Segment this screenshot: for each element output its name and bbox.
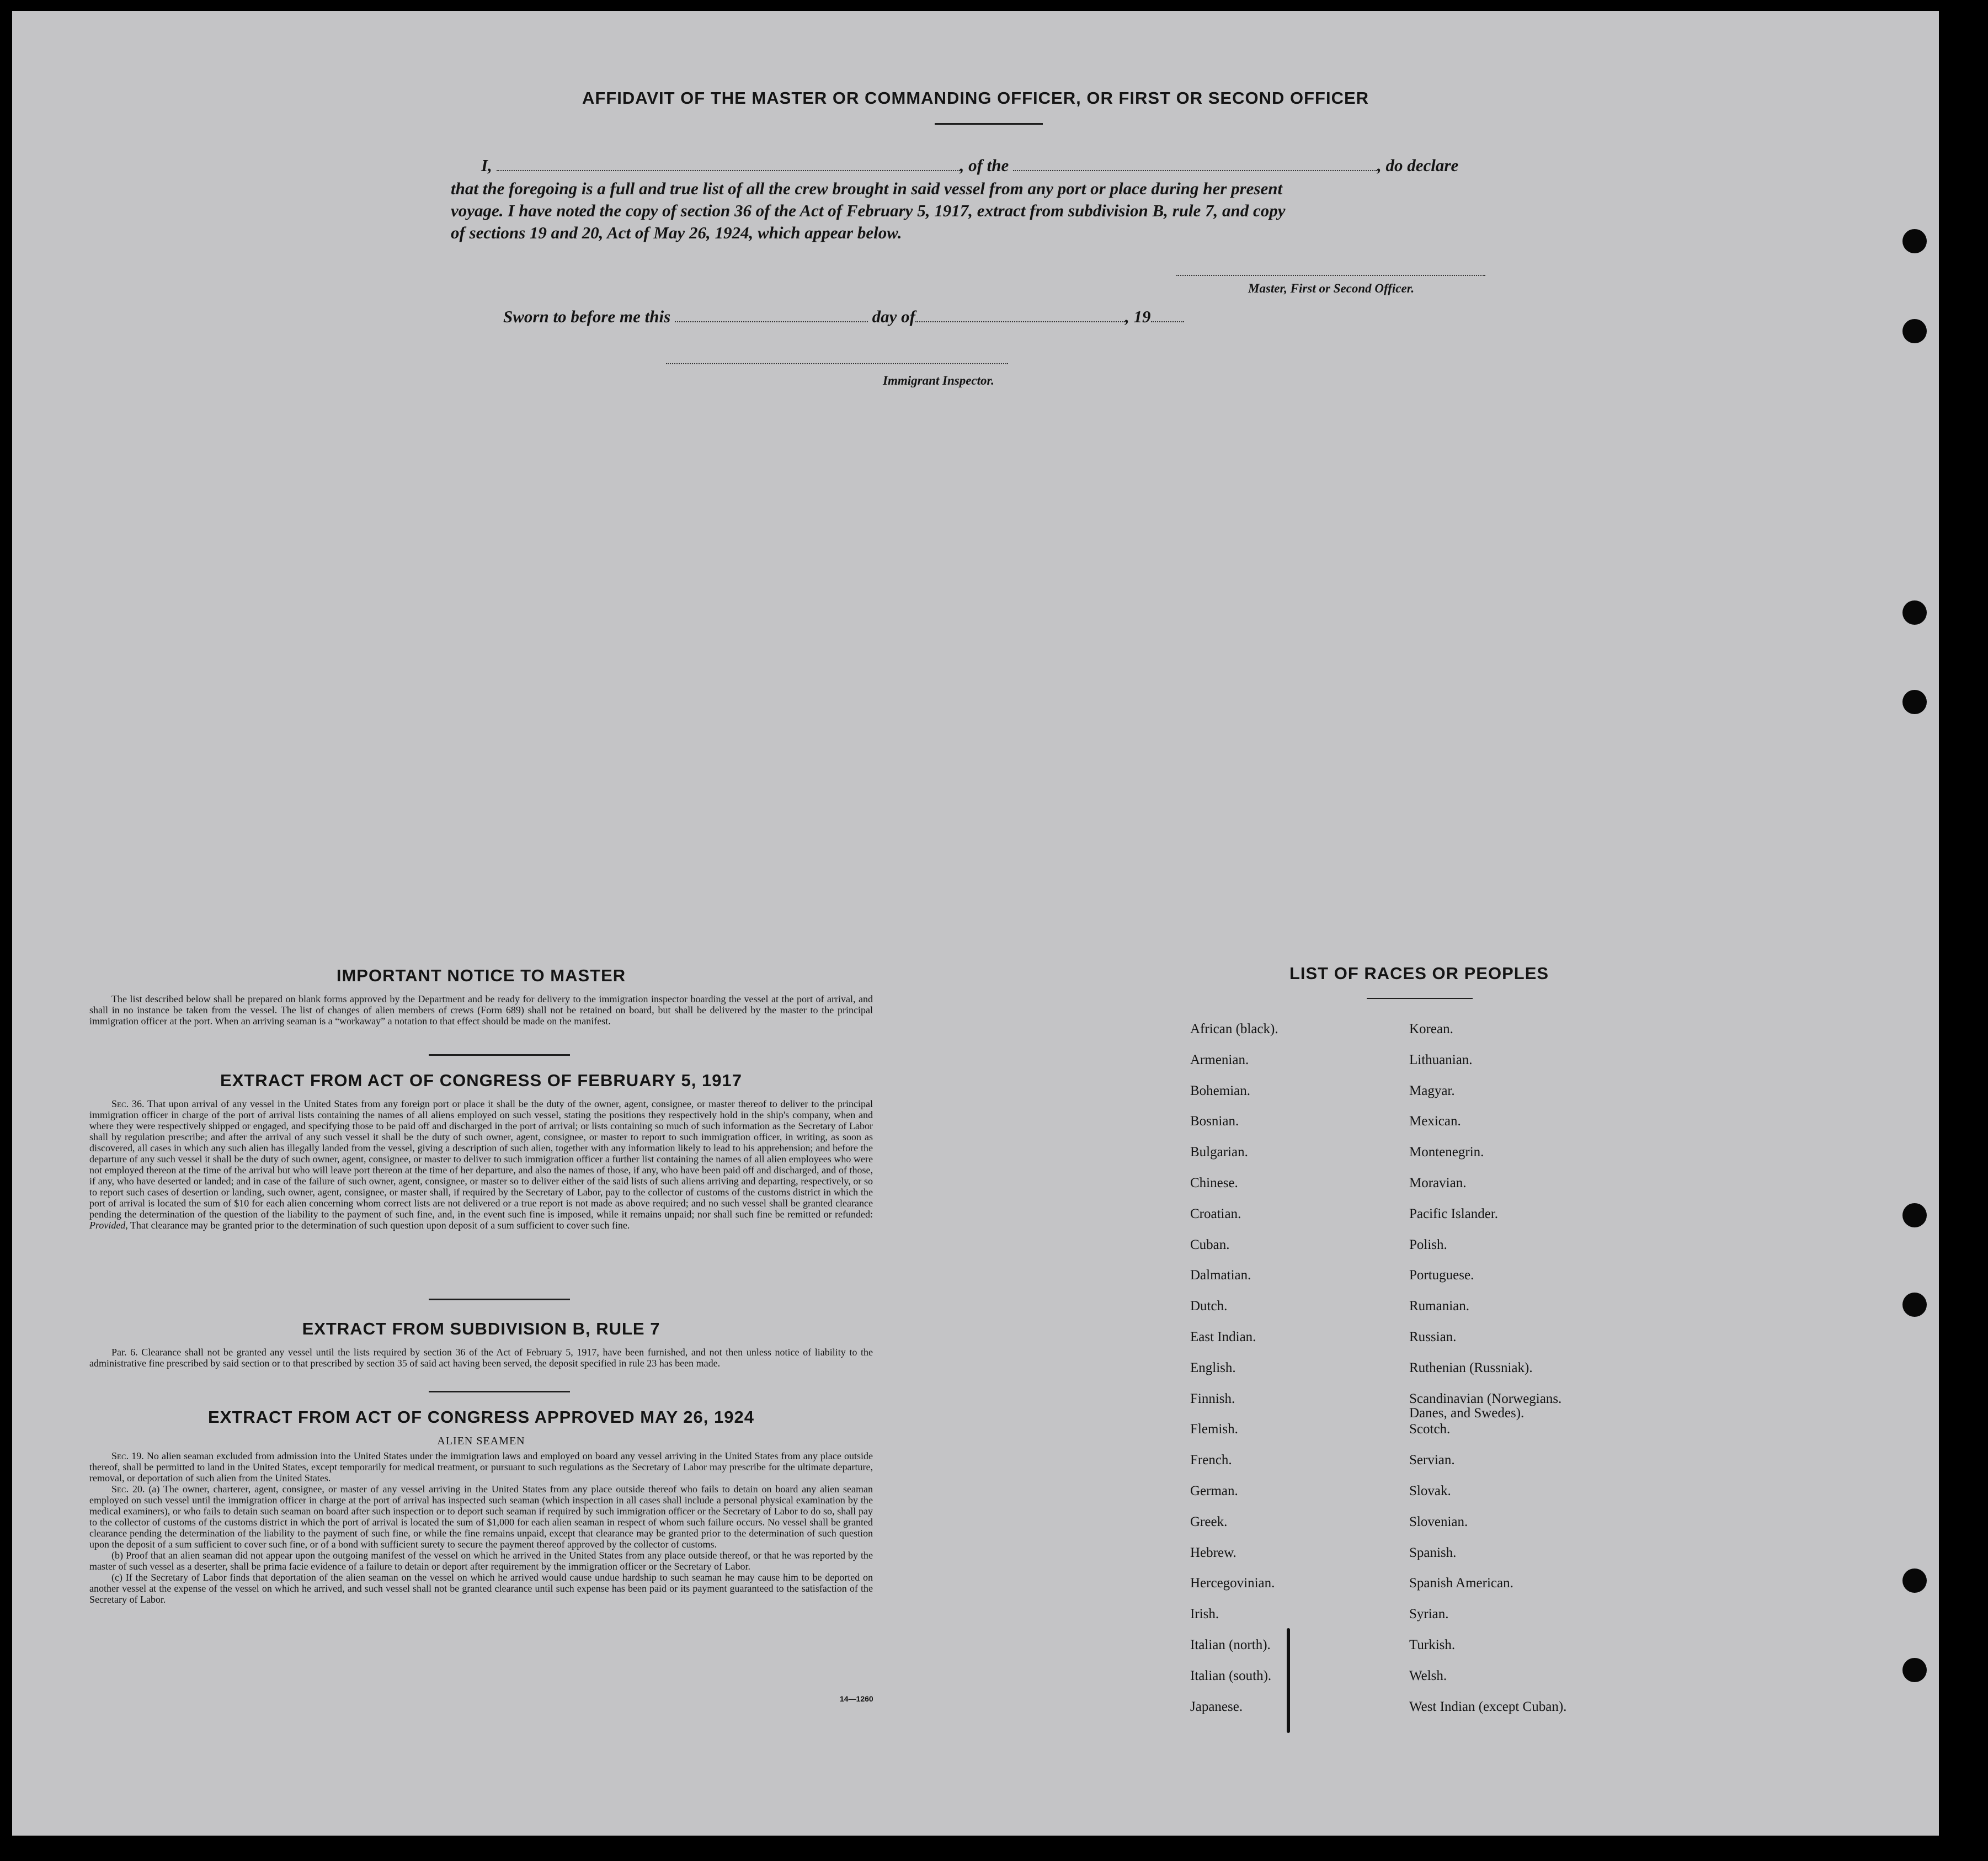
binding-hole bbox=[1902, 229, 1927, 253]
affidavit-line-3: voyage. I have noted the copy of section 36 of the Act of February 5, 1917, extract from subdivision B, rule 7, and copy bbox=[451, 201, 1286, 220]
race-item: Polish. bbox=[1409, 1237, 1447, 1252]
sworn-day-field[interactable] bbox=[675, 308, 868, 322]
inspector-label: Immigrant Inspector. bbox=[883, 374, 994, 387]
race-item: Dalmatian. bbox=[1190, 1268, 1251, 1283]
master-signature-line[interactable] bbox=[1176, 275, 1485, 276]
year-label: , 19 bbox=[1125, 307, 1151, 326]
race-item: Slovenian. bbox=[1409, 1514, 1468, 1529]
race-item: Flemish. bbox=[1190, 1422, 1238, 1437]
race-item: Mexican. bbox=[1409, 1114, 1461, 1129]
affidavit-line-4: of sections 19 and 20, Act of May 26, 1924, which appear below. bbox=[451, 223, 902, 242]
race-item: Turkish. bbox=[1409, 1637, 1456, 1652]
vessel-label: , of the bbox=[960, 156, 1009, 175]
race-item: East Indian. bbox=[1190, 1330, 1256, 1344]
sec-19-text: No alien seaman excluded from admission into the United States under the immigration laws and employed on board any vessel arriving in the United States from any place outside thereof, shall be permitted to land in the United States, except temporarily for medical treatment, or pursuant to such regulations as the Secretary of Labor may prescribe for the ultimate departure, removal, or deportation of such alien from the United States. bbox=[89, 1450, 873, 1484]
sec-36-text: That upon arrival of any vessel in the United States from any foreign port or place it shall be the duty of the owner, agent, consignee, or master thereof to deliver to the principal immigration officer in charge of the port of arrival lists containing the names of all aliens employed on such vessel, stating the positions they respectively hold in the ship's company, when and where they were respectively shipped or engaged, and specifying those to be paid off and discharged in the port of arrival; or lists containing so much of such information as the Secretary of Labor shall by regulation prescribe; and after the arrival of any such vessel it shall be the duty of such owner, agent, consignee, or master to report to such immigration officer, in writing, as soon as discovered, all cases in which any such alien has illegally landed from the vessel, giving a description of such alien, together with any information likely to lead to his apprehension; and before the departure of any such vessel it shall be the duty of such owner, agent, consignee, or master to deliver to such immigration officer a further list containing the names of all alien employees who were not employed thereon at the time of the arrival but who will leave port thereon at the time of her departure, and also the names of those, if any, who have been paid off and discharged, and of those, if any, who have deserted or landed; and in case of the failure of such owner, agent, consignee, or master so to deliver either of the said lists of such aliens arriving and departing, respectively, or so to report such cases of desertion or landing, such owner, agent, consignee, or master shall, if required by the Secretary of Labor, pay to the collector of customs of the customs district in which the port of arrival is located the sum of $10 for each alien concerning whom correct lists are not delivered or a true report is not made as above required; and no such vessel shall be granted clearance pending the determination of the question of the liability to the payment of such fine, and, in the event such fine is imposed, while it remains unpaid; nor shall such fine be remitted or refunded: bbox=[89, 1098, 873, 1220]
race-item: African (black). bbox=[1190, 1022, 1278, 1036]
race-item: Japanese. bbox=[1190, 1699, 1243, 1714]
race-item: Servian. bbox=[1409, 1453, 1455, 1468]
sec-36-label: Sec. 36. bbox=[111, 1098, 145, 1109]
binding-hole bbox=[1902, 600, 1927, 625]
race-item: West Indian (except Cuban). bbox=[1409, 1699, 1567, 1714]
races-title-rule bbox=[1367, 998, 1473, 999]
race-item: Scotch. bbox=[1409, 1422, 1451, 1437]
sworn-line bbox=[503, 307, 1184, 327]
race-item: Syrian. bbox=[1409, 1607, 1449, 1622]
notice-title: IMPORTANT NOTICE TO MASTER bbox=[336, 966, 626, 985]
affidavit-line-1 bbox=[481, 156, 1458, 176]
race-item: Bosnian. bbox=[1190, 1114, 1239, 1129]
race-item: Hebrew. bbox=[1190, 1545, 1236, 1560]
race-item: Rumanian. bbox=[1409, 1299, 1470, 1314]
rule-7-text: Par. 6. Clearance shall not be granted any vessel until the lists required by section 36 of the Act of February 5, 1917, have been furnished, and not then unless notice of liability to the administrative fine prescribed by said section or to that prescribed by section 35 of said act having been served, the deposit specified in rule 23 has been made. bbox=[89, 1347, 873, 1369]
extract-1917-text bbox=[89, 1098, 873, 1231]
race-item: English. bbox=[1190, 1360, 1236, 1375]
notice-rule bbox=[429, 1054, 570, 1056]
declarant-name-field[interactable] bbox=[497, 157, 960, 171]
binding-hole bbox=[1902, 1203, 1927, 1227]
race-item: Spanish. bbox=[1409, 1545, 1457, 1560]
race-item: Bulgarian. bbox=[1190, 1145, 1248, 1160]
sworn-month-field[interactable] bbox=[915, 308, 1125, 322]
race-item: Spanish American. bbox=[1409, 1576, 1513, 1591]
affidavit-title-rule bbox=[935, 123, 1043, 125]
sec-20a-paragraph bbox=[89, 1484, 873, 1550]
binding-hole bbox=[1902, 1658, 1927, 1682]
race-item: Pacific Islander. bbox=[1409, 1206, 1499, 1221]
race-item: Portuguese. bbox=[1409, 1268, 1474, 1283]
sec-20b-paragraph: (b) Proof that an alien seaman did not appear upon the outgoing manifest of the vessel on which he arrived in the United States from any place outside thereof, or that he was reported by the master of such vessel as a deserter, shall be prima facie evidence of a failure to detain or deport after requirement by the immigration officer or the Secretary of Labor. bbox=[89, 1550, 873, 1572]
race-item: Dutch. bbox=[1190, 1299, 1228, 1314]
notice-text: The list described below shall be prepared on blank forms approved by the Department and be ready for delivery to the immigration inspector boarding the vessel at the port of arrival, and shall in no instance be taken from the vessel. The list of changes of alien members of crews (Form 689) shall not be retained on board, but shall be delivered by the master to the principal immigration officer at the port. When an arriving seaman is a “workaway” a notation to that effect should be made on the manifest. bbox=[89, 993, 873, 1027]
master-signature-label: Master, First or Second Officer. bbox=[1248, 281, 1415, 295]
sec-20-label: Sec. 20. bbox=[111, 1484, 145, 1495]
extract-1917-rule bbox=[429, 1299, 570, 1300]
race-item: Cuban. bbox=[1190, 1237, 1230, 1252]
race-item: Armenian. bbox=[1190, 1052, 1249, 1067]
race-item: Montenegrin. bbox=[1409, 1145, 1484, 1160]
race-item: Magyar. bbox=[1409, 1083, 1455, 1098]
proviso-label: Provided, bbox=[89, 1220, 128, 1231]
race-item: Welsh. bbox=[1409, 1668, 1447, 1683]
form-sheet bbox=[12, 11, 1939, 1836]
sworn-year-field[interactable] bbox=[1151, 308, 1184, 322]
race-item: Hercegovinian. bbox=[1190, 1576, 1275, 1591]
race-item: French. bbox=[1190, 1453, 1232, 1468]
day-of-label: day of bbox=[872, 307, 915, 326]
binding-hole bbox=[1902, 690, 1927, 714]
race-item: Russian. bbox=[1409, 1330, 1457, 1344]
race-item: Finnish. bbox=[1190, 1391, 1235, 1406]
extract-1917-title: EXTRACT FROM ACT OF CONGRESS OF FEBRUARY 5, 1917 bbox=[220, 1071, 742, 1090]
race-item: Moravian. bbox=[1409, 1176, 1467, 1190]
declarant-label: I, bbox=[481, 156, 492, 175]
race-item: Korean. bbox=[1409, 1022, 1453, 1036]
inspector-signature-line[interactable] bbox=[666, 363, 1008, 364]
race-item: German. bbox=[1190, 1484, 1238, 1498]
sec-19-label: Sec. 19. bbox=[111, 1450, 144, 1461]
race-item: Italian (south). bbox=[1190, 1668, 1272, 1683]
sec-19-paragraph bbox=[89, 1450, 873, 1484]
race-item: Italian (north). bbox=[1190, 1637, 1271, 1652]
race-item: Scandinavian (Norwegians. Danes, and Swedes). bbox=[1409, 1391, 1562, 1421]
rule-7-title: EXTRACT FROM SUBDIVISION B, RULE 7 bbox=[302, 1319, 660, 1338]
extract-1924-body bbox=[89, 1450, 873, 1605]
sec-20c-paragraph: (c) If the Secretary of Labor finds that deportation of the alien seaman on the vessel on which he arrived would cause undue hardship to such seaman he may cause him to be deported on another vessel at the expense of the vessel on which he arrived, and such vessel shall not be granted clearance until such expense has been paid or its payment guaranteed to the satisfaction of the Secretary of Labor. bbox=[89, 1572, 873, 1605]
races-title: LIST OF RACES OR PEOPLES bbox=[1289, 964, 1549, 983]
binding-hole bbox=[1902, 319, 1927, 343]
race-item: Slovak. bbox=[1409, 1484, 1451, 1498]
declare-label: , do declare bbox=[1377, 156, 1459, 175]
binding-hole bbox=[1902, 1568, 1927, 1593]
race-item: Croatian. bbox=[1190, 1206, 1241, 1221]
race-item: Greek. bbox=[1190, 1514, 1228, 1529]
binding-hole bbox=[1902, 1293, 1927, 1317]
form-number: 14—1260 bbox=[840, 1694, 873, 1703]
sec-36-text-2: That clearance may be granted prior to the determination of such question upon deposit of a sum sufficient to cover such fine. bbox=[130, 1220, 630, 1231]
vessel-name-field[interactable] bbox=[1013, 157, 1377, 171]
sec-20a-text: (a) The owner, charterer, agent, consignee, or master of any vessel arriving in the United States from any place outside thereof who fails to detain on board any alien seaman employed on such vessel until the immigration officer in charge at the port of arrival has inspected such seaman (which inspection in all cases shall include a personal physical examination by the medical examiners), or who fails to detain such seaman on board after such inspection or to deport such seaman if required by such immigration officer or the Secretary of Labor to do so, shall pay to the collector of customs of the customs district in which the port of arrival is located the sum of $1,000 for each alien seaman in respect of whom such failure occurs. No vessel shall be granted clearance pending the determination of the liability to the payment of such fine, or while the fine remains unpaid, except that clearance may be granted prior to the determination of such question upon the deposit of a sum sufficient to cover such fine, or of a bond with sufficient surety to secure the payment thereof approved by the collector of customs. bbox=[89, 1484, 873, 1550]
race-item: Lithuanian. bbox=[1409, 1052, 1473, 1067]
race-item: Ruthenian (Russniak). bbox=[1409, 1360, 1533, 1375]
affidavit-line-2: that the foregoing is a full and true list of all the crew brought in said vessel from any port or place during her present bbox=[451, 179, 1283, 198]
rule-7-rule bbox=[429, 1391, 570, 1392]
race-item: Chinese. bbox=[1190, 1176, 1238, 1190]
extract-1924-title: EXTRACT FROM ACT OF CONGRESS APPROVED MAY 26, 1924 bbox=[208, 1407, 754, 1427]
affidavit-title: AFFIDAVIT OF THE MASTER OR COMMANDING OFFICER, OR FIRST OR SECOND OFFICER bbox=[582, 88, 1369, 108]
alien-seamen-subtitle: ALIEN SEAMEN bbox=[437, 1435, 525, 1447]
race-item: Irish. bbox=[1190, 1607, 1219, 1622]
race-item: Bohemian. bbox=[1190, 1083, 1251, 1098]
ink-mark bbox=[1287, 1628, 1290, 1733]
sworn-label: Sworn to before me this bbox=[503, 307, 671, 326]
